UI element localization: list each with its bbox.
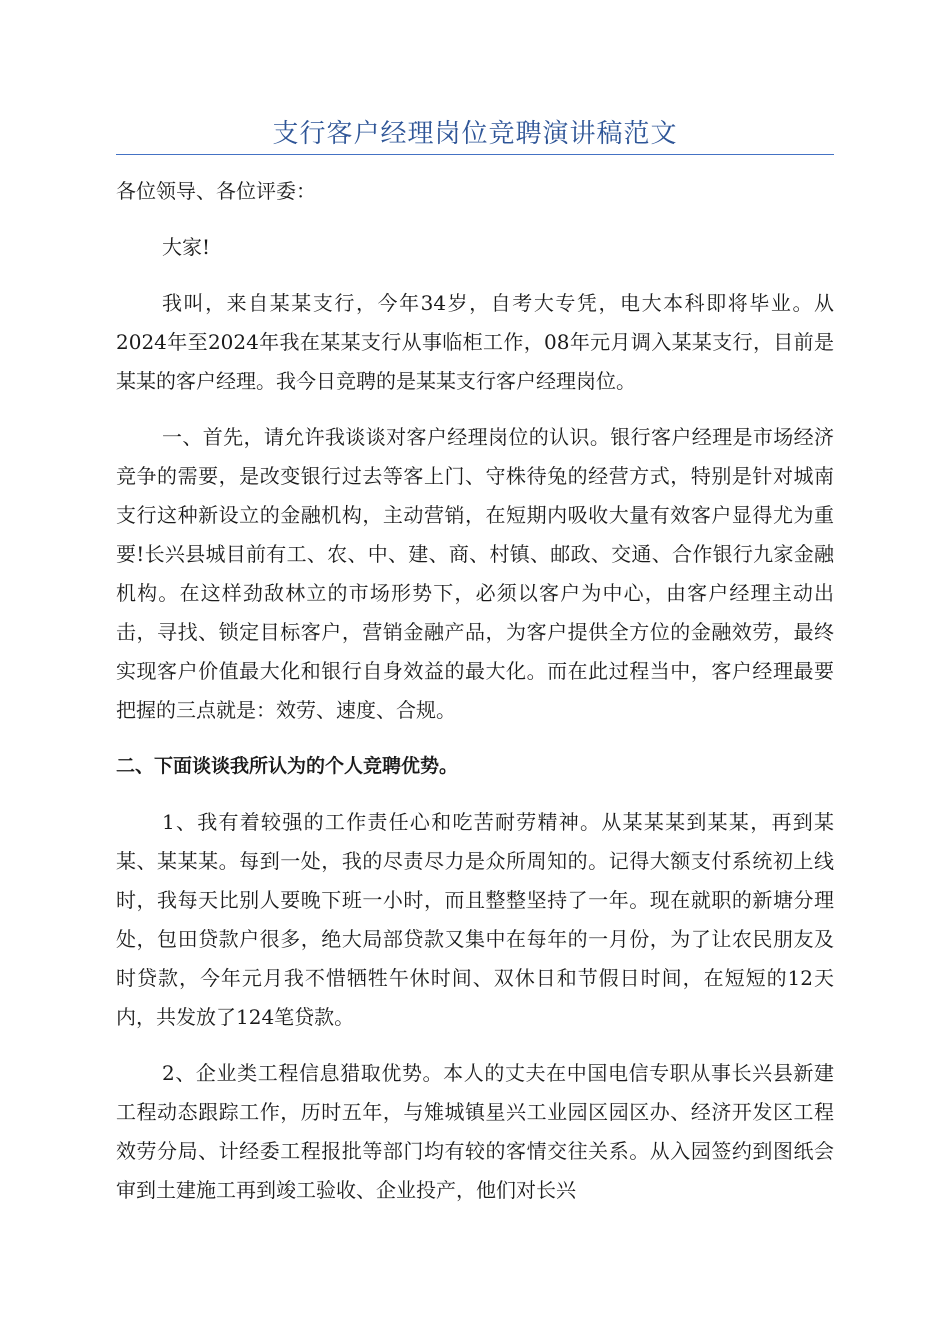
- paragraph-point-2: 2、企业类工程信息猎取优势。本人的丈夫在中国电信专职从事长兴县新建工程动态跟踪工作，历时五年，与雉城镇星兴工业园区园区办、经济开发区工程效劳分局、计经委工程报批等部门均有较的客情交往关系。从入园签约到图纸会审到土建施工再到竣工验收、企业投产，他们对长兴: [116, 1061, 834, 1202]
- document-title: 支行客户经理岗位竞聘演讲稿范文: [272, 119, 678, 149]
- title-underline: [116, 154, 834, 155]
- document-body: [116, 172, 834, 1210]
- greeting: 大家!: [162, 235, 211, 259]
- salutation: 各位领导、各位评委：: [116, 179, 316, 203]
- section-2-heading: 二、下面谈谈我所认为的个人竞聘优势。: [116, 755, 459, 777]
- paragraph-intro: 我叫，来自某某支行，今年34岁，自考大专凭，电大本科即将毕业。从2024年至2024年我在某某支行从事临柜工作，08年元月调入某某支行，目前是某某的客户经理。我今日竞聘的是某某支行客户经理岗位。: [116, 291, 834, 393]
- paragraph-point-1: 1、我有着较强的工作责任心和吃苦耐劳精神。从某某某到某某，再到某某、某某某。每到一处，我的尽责尽力是众所周知的。记得大额支付系统初上线时，我每天比别人要晚下班一小时，而且整整坚持了一年。现在就职的新塘分理处，包田贷款户很多，绝大局部贷款又集中在每年的一月份，为了让农民朋友及时贷款，今年元月我不惜牺牲午休时间、双休日和节假日时间，在短短的12天内，共发放了124笔贷款。: [116, 810, 834, 1029]
- paragraph-section-1: 一、首先，请允许我谈谈对客户经理岗位的认识。银行客户经理是市场经济竞争的需要，是改变银行过去等客上门、守株待兔的经营方式，特别是针对城南支行这种新设立的金融机构，主动营销，在短期内吸收大量有效客户显得尤为重要!长兴县城目前有工、农、中、建、商、村镇、邮政、交通、合作银行九家金融机构。在这样劲敌林立的市场形势下，必须以客户为中心，由客户经理主动出击，寻找、锁定目标客户，营销金融产品，为客户提供全方位的金融效劳，最终实现客户价值最大化和银行自身效益的最大化。而在此过程当中，客户经理最要把握的三点就是：效劳、速度、合规。: [116, 425, 834, 722]
